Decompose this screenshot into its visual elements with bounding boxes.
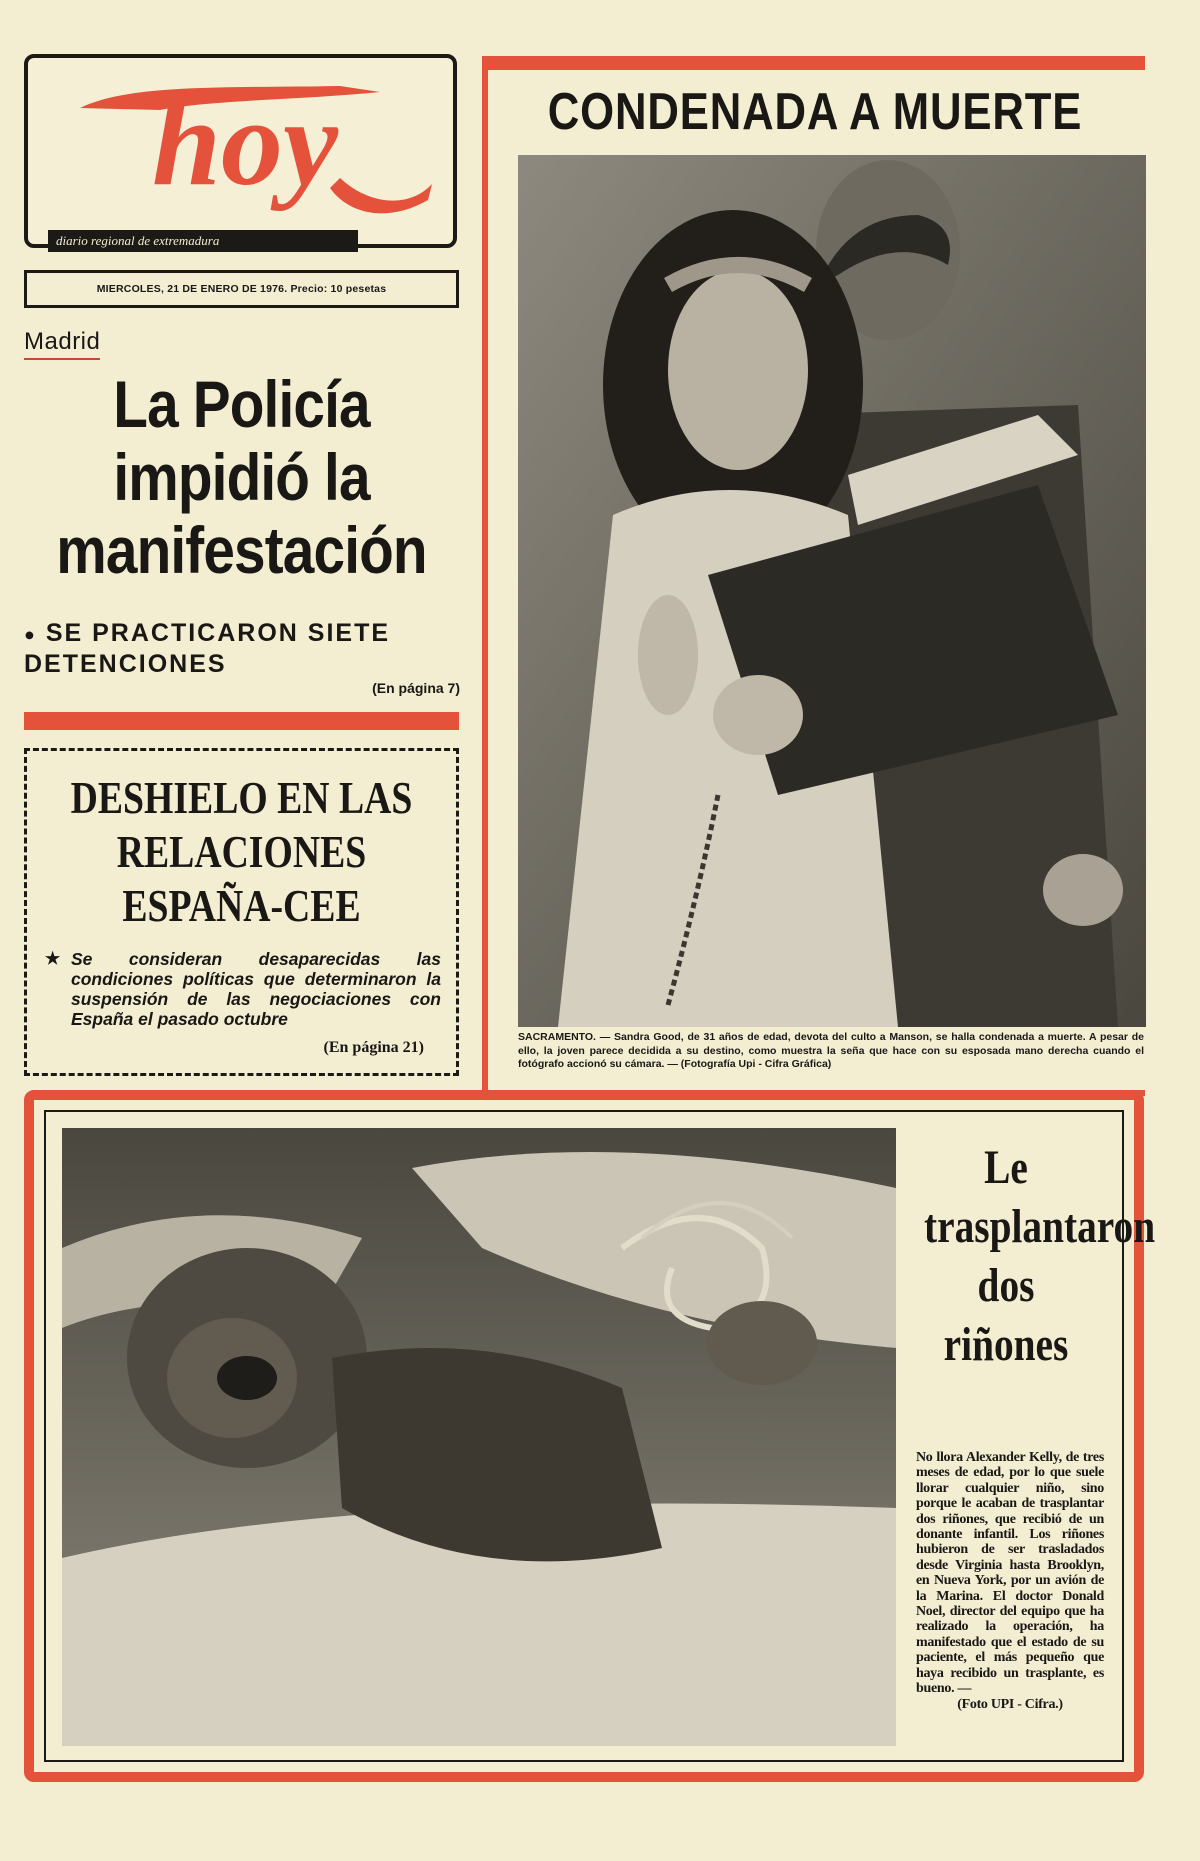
eec-story-page-ref: (En página 21) <box>323 1039 424 1056</box>
lead-story-headline: La Policía impidió la manifestación <box>56 367 427 587</box>
photo-woman-courthouse <box>518 155 1146 1027</box>
eec-story-body: Se consideran desaparecidas las condiciones políticas que determinaron la suspensión de las negociaciones con España el pasado octubre <box>71 949 441 1029</box>
transplant-story-credit: (Foto UPI - Cifra.) <box>957 1696 1063 1712</box>
lead-story-subhead <box>24 618 459 679</box>
bullet-icon: ● <box>24 624 37 645</box>
photo-story-caption: SACRAMENTO. — Sandra Good, de 31 años de edad, devota del culto a Manson, se halla condenada a muerte. A pesar de ello, la joven parece decidida a su destino, como muestra la seña que hace con su esposada mano derecha cuando el fotógrafo accionó su cámara. — (Fotografía Upi - Cifra Gráfica) <box>518 1031 1144 1070</box>
photo-woman-illustration <box>518 155 1146 1027</box>
photo-story-headline: CONDENADA A MUERTE <box>547 83 1083 141</box>
lead-story-subhead-text: SE PRACTICARON SIETE DETENCIONES <box>24 619 391 679</box>
masthead <box>24 54 457 248</box>
hoy-logo <box>40 66 450 226</box>
logo-text: hoy <box>152 74 338 211</box>
transplant-story-body-wrapper <box>916 1450 1104 1712</box>
lead-story-kicker: Madrid <box>24 328 100 360</box>
eec-story-headline: DESHIELO EN LAS RELACIONES ESPAÑA-CEE <box>70 772 413 931</box>
red-divider <box>24 712 459 730</box>
photo-story-frame-bar <box>482 56 1145 70</box>
masthead-tagline: diario regional de extremadura <box>48 230 358 252</box>
star-icon: ★ <box>45 949 61 968</box>
eec-story-box <box>24 748 459 1076</box>
photo-baby-hospital <box>62 1128 896 1746</box>
transplant-story-body: No llora Alexander Kelly, de tres meses de edad, por lo que suele llorar cualquier niño, sino porque le acaban de trasplantar dos riñones, que recibió de un donante infantil. Los riñones hubieron de ser trasladados desde Virginia hasta Brooklyn, en Nueva York, por un avión de la Marina. El doctor Donald Noel, director del equipo que ha realizado la operación, ha manifestado que el estado de su paciente, el más pequeño que haya recibido un trasplante, es bueno. — <box>916 1450 1104 1697</box>
dateline: MIERCOLES, 21 DE ENERO DE 1976. Precio: 10 pesetas <box>24 270 459 308</box>
lead-story-page-ref: (En página 7) <box>372 680 460 696</box>
eec-story-body-wrapper <box>45 949 441 1029</box>
photo-baby-illustration <box>62 1128 896 1746</box>
transplant-story-headline: Le trasplantaron dos riñones <box>924 1141 1156 1371</box>
